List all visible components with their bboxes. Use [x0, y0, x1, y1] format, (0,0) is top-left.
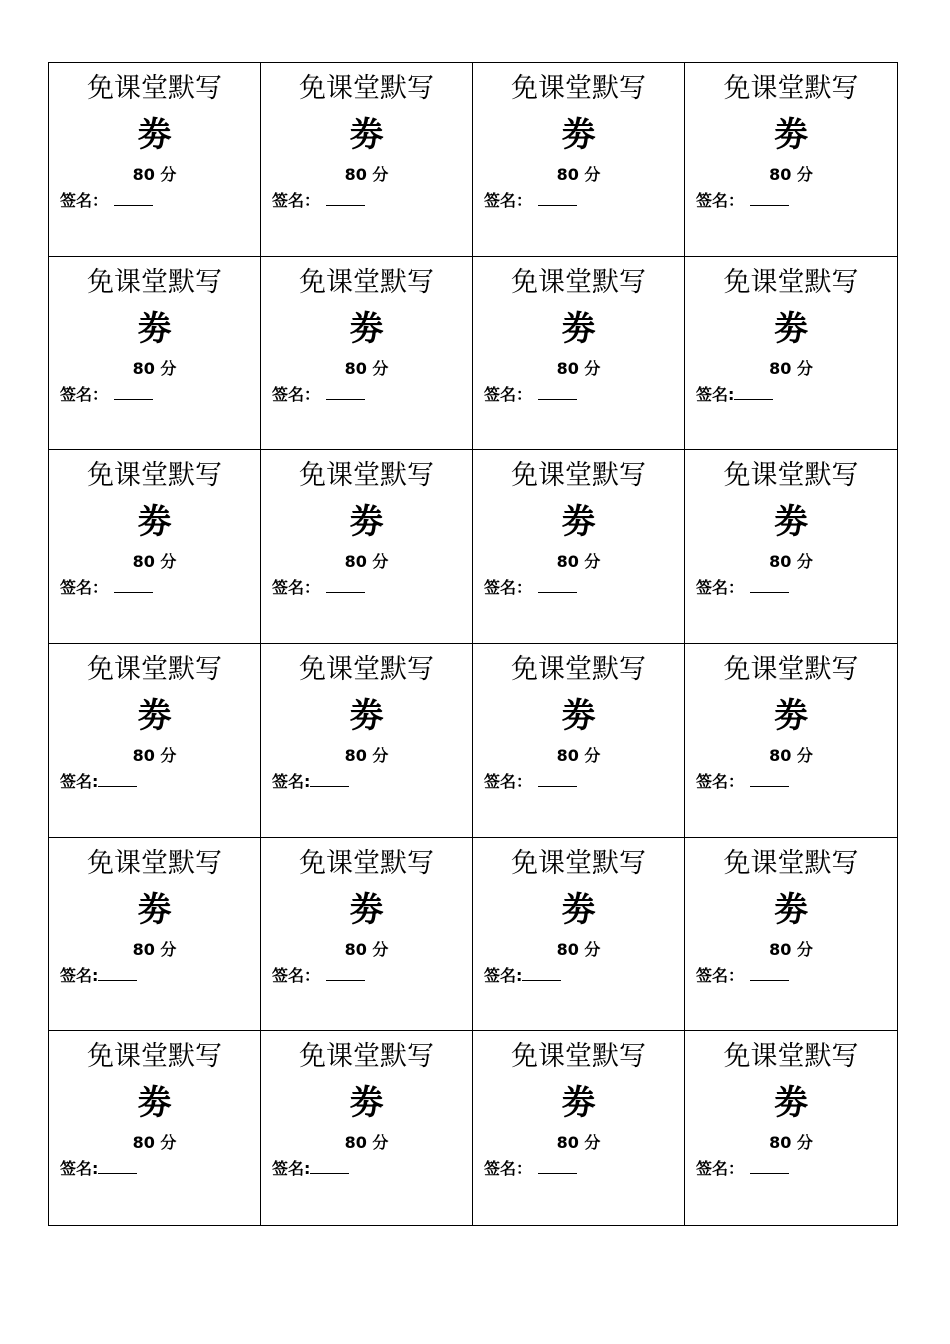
signature-label: 签名： [696, 191, 750, 210]
coupon-big-char: 劵 [561, 502, 596, 543]
signature-label: 签名： [484, 191, 538, 210]
signature-line [696, 384, 773, 406]
signature-blank [750, 191, 789, 206]
signature-line [484, 1158, 577, 1180]
coupon-big-char: 劵 [137, 889, 172, 930]
coupon-card [473, 257, 685, 451]
coupon-score: 80 分 [769, 939, 813, 959]
signature-line [696, 190, 789, 212]
coupon-big-char: 劵 [774, 502, 808, 543]
coupon-card [473, 1031, 685, 1225]
coupon-card [261, 63, 473, 257]
coupon-sheet [48, 62, 898, 1226]
coupon-title: 免课堂默写 [299, 654, 434, 685]
coupon-title: 免课堂默写 [299, 73, 434, 104]
signature-blank [538, 1159, 577, 1174]
signature-label: 签名： [696, 1159, 750, 1179]
signature-line [484, 384, 577, 406]
signature-label: 签名： [272, 191, 326, 210]
coupon-card [261, 257, 473, 451]
coupon-title: 免课堂默写 [723, 654, 859, 685]
coupon-title: 免课堂默写 [511, 1041, 646, 1073]
signature-line [696, 771, 789, 793]
signature-blank [734, 385, 773, 400]
signature-line [696, 965, 789, 987]
coupon-title: 免课堂默写 [299, 847, 434, 879]
signature-blank [98, 966, 137, 981]
coupon-card [685, 838, 897, 1032]
coupon-title: 免课堂默写 [87, 460, 222, 492]
coupon-big-char: 劵 [349, 696, 384, 736]
coupon-score: 80 分 [132, 746, 177, 765]
signature-line [60, 965, 137, 987]
signature-label: 签名： [272, 384, 326, 404]
coupon-big-char: 劵 [349, 115, 384, 155]
coupon-score: 80 分 [556, 939, 601, 959]
coupon-title: 免课堂默写 [299, 266, 434, 298]
signature-blank [750, 1159, 789, 1174]
coupon-big-char: 劵 [561, 115, 596, 155]
coupon-card [49, 450, 261, 644]
signature-label: 签名： [484, 772, 538, 791]
signature-blank [538, 578, 577, 593]
coupon-score: 80 分 [769, 746, 813, 765]
coupon-score: 80 分 [344, 358, 389, 378]
coupon-big-char: 劵 [137, 115, 172, 155]
coupon-score: 80 分 [344, 1133, 389, 1153]
signature-line [60, 771, 137, 793]
signature-blank [114, 385, 153, 400]
coupon-title: 免课堂默写 [87, 73, 222, 104]
coupon-title: 免课堂默写 [87, 1041, 222, 1073]
coupon-score: 80 分 [344, 939, 389, 959]
signature-blank [326, 385, 365, 400]
coupon-card [685, 1031, 897, 1225]
signature-line [272, 577, 365, 599]
coupon-score: 80 分 [132, 165, 177, 184]
coupon-title: 免课堂默写 [723, 847, 859, 879]
signature-label: 签名： [484, 384, 538, 404]
signature-blank [98, 1159, 137, 1174]
signature-label: 签名： [484, 578, 538, 598]
coupon-big-char: 劵 [774, 696, 808, 736]
coupon-title: 免课堂默写 [723, 1041, 859, 1073]
coupon-big-char: 劵 [561, 889, 596, 930]
signature-line [696, 577, 789, 599]
signature-line [60, 577, 153, 599]
signature-label: 签名: [696, 384, 735, 404]
signature-blank [750, 578, 789, 593]
signature-line [484, 190, 577, 212]
signature-label: 签名: [60, 772, 99, 791]
coupon-score: 80 分 [769, 165, 813, 184]
coupon-score: 80 分 [556, 165, 601, 184]
coupon-card [473, 838, 685, 1032]
coupon-title: 免课堂默写 [511, 266, 646, 298]
coupon-card [49, 838, 261, 1032]
signature-label: 签名: [272, 1159, 311, 1179]
signature-label: 签名: [484, 965, 523, 985]
coupon-title: 免课堂默写 [723, 266, 859, 298]
signature-label: 签名： [696, 578, 750, 598]
coupon-card [473, 450, 685, 644]
coupon-card [685, 257, 897, 451]
signature-blank [114, 578, 153, 593]
coupon-card [685, 63, 897, 257]
coupon-card [685, 450, 897, 644]
signature-label: 签名： [696, 965, 750, 985]
coupon-title: 免课堂默写 [87, 266, 222, 298]
coupon-title: 免课堂默写 [723, 460, 859, 492]
signature-line [272, 771, 349, 793]
coupon-big-char: 劵 [349, 889, 384, 930]
signature-line [272, 965, 365, 987]
signature-line [484, 771, 577, 793]
coupon-big-char: 劵 [349, 502, 384, 543]
signature-line [272, 190, 365, 212]
coupon-big-char: 劵 [137, 1083, 172, 1124]
signature-blank [538, 385, 577, 400]
signature-label: 签名： [484, 1159, 538, 1179]
coupon-card [49, 1031, 261, 1225]
coupon-score: 80 分 [769, 552, 813, 572]
coupon-score: 80 分 [556, 552, 601, 572]
signature-blank [538, 191, 577, 206]
signature-blank [310, 1159, 349, 1174]
coupon-big-char: 劵 [561, 1083, 596, 1124]
signature-blank [750, 966, 789, 981]
coupon-card [473, 63, 685, 257]
coupon-title: 免课堂默写 [511, 73, 646, 104]
coupon-big-char: 劵 [774, 889, 808, 930]
signature-label: 签名： [272, 578, 326, 598]
coupon-big-char: 劵 [349, 308, 384, 349]
signature-label: 签名： [696, 772, 750, 791]
signature-blank [522, 966, 561, 981]
coupon-score: 80 分 [132, 939, 177, 959]
coupon-title: 免课堂默写 [87, 847, 222, 879]
coupon-score: 80 分 [132, 552, 177, 572]
coupon-title: 免课堂默写 [511, 654, 646, 685]
signature-blank [310, 772, 349, 787]
coupon-card [473, 644, 685, 838]
signature-label: 签名： [60, 191, 114, 210]
coupon-title: 免课堂默写 [511, 847, 646, 879]
coupon-card [49, 644, 261, 838]
signature-label: 签名： [272, 965, 326, 985]
coupon-big-char: 劵 [349, 1083, 384, 1124]
signature-line [60, 384, 153, 406]
coupon-score: 80 分 [769, 1133, 813, 1153]
coupon-card [49, 257, 261, 451]
coupon-title: 免课堂默写 [299, 460, 434, 492]
coupon-score: 80 分 [132, 358, 177, 378]
coupon-score: 80 分 [556, 1133, 601, 1153]
signature-blank [538, 772, 577, 787]
signature-line [60, 1158, 137, 1180]
coupon-big-char: 劵 [774, 1083, 808, 1124]
signature-blank [750, 772, 789, 787]
coupon-card [685, 644, 897, 838]
coupon-score: 80 分 [556, 746, 601, 765]
coupon-card [49, 63, 261, 257]
coupon-score: 80 分 [344, 165, 389, 184]
signature-label: 签名： [60, 578, 114, 598]
coupon-card [261, 644, 473, 838]
coupon-score: 80 分 [344, 552, 389, 572]
coupon-big-char: 劵 [137, 308, 172, 349]
signature-line [484, 577, 577, 599]
coupon-title: 免课堂默写 [299, 1041, 434, 1073]
signature-line [60, 190, 153, 212]
signature-label: 签名: [272, 772, 311, 791]
coupon-big-char: 劵 [137, 696, 172, 736]
signature-label: 签名: [60, 965, 99, 985]
coupon-title: 免课堂默写 [511, 460, 646, 492]
coupon-big-char: 劵 [561, 308, 596, 349]
coupon-title: 免课堂默写 [87, 654, 222, 685]
signature-line [272, 384, 365, 406]
signature-blank [114, 191, 153, 206]
signature-blank [326, 966, 365, 981]
signature-blank [98, 772, 137, 787]
coupon-card [261, 1031, 473, 1225]
coupon-card [261, 838, 473, 1032]
signature-line [272, 1158, 349, 1180]
coupon-score: 80 分 [769, 358, 813, 378]
signature-line [484, 965, 561, 987]
signature-blank [326, 191, 365, 206]
coupon-score: 80 分 [344, 746, 389, 765]
coupon-card [261, 450, 473, 644]
signature-label: 签名: [60, 1159, 99, 1179]
coupon-score: 80 分 [556, 358, 601, 378]
coupon-big-char: 劵 [774, 115, 808, 155]
coupon-big-char: 劵 [774, 308, 808, 349]
coupon-score: 80 分 [132, 1133, 177, 1153]
coupon-big-char: 劵 [137, 502, 172, 543]
coupon-big-char: 劵 [561, 696, 596, 736]
signature-blank [326, 578, 365, 593]
coupon-title: 免课堂默写 [723, 73, 859, 104]
signature-label: 签名： [60, 384, 114, 404]
signature-line [696, 1158, 789, 1180]
